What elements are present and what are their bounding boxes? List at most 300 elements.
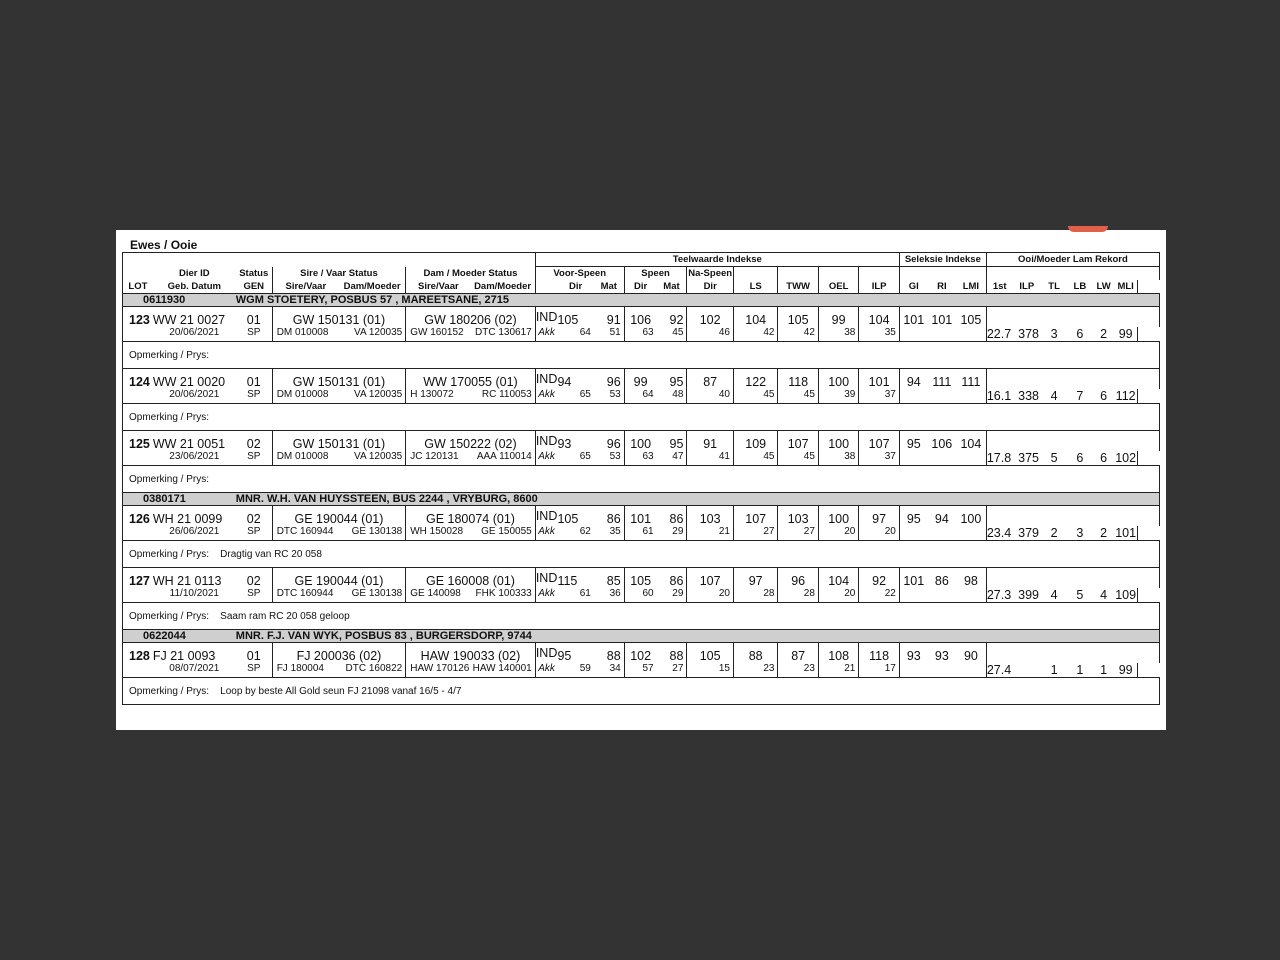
- dam-sire: HAW 170126: [406, 663, 471, 678]
- lw-record: 2: [1100, 327, 1108, 341]
- ilp-value: 118: [859, 643, 900, 664]
- dam-dam: FHK 100333: [475, 588, 532, 599]
- birth-date: 08/07/2021: [169, 663, 220, 674]
- ls-acc: 27: [733, 526, 778, 541]
- remark-label: Opmerking / Prys:: [129, 411, 210, 423]
- ls-value: 104: [733, 307, 778, 328]
- speen-dir-acc: 61: [624, 526, 656, 541]
- na-dir-value: 102: [687, 307, 734, 328]
- acc-label: Akk: [535, 327, 557, 342]
- remark-label: Opmerking / Prys:: [129, 685, 210, 697]
- animal-id: WH 21 0099: [152, 512, 223, 526]
- animal-id: WH 21 0113: [152, 574, 222, 588]
- tww-value: 87: [778, 643, 818, 664]
- lmi-value: 105: [960, 313, 982, 327]
- geb-datum-header: Geb. Datum: [167, 281, 221, 292]
- speen-dir-value: 100: [624, 431, 656, 452]
- remark-text: Loop by beste All Gold seun FJ 21098 vanaf 16/5 - 4/7: [220, 685, 462, 697]
- speen-dir-acc: 63: [624, 327, 656, 342]
- ilp-value: 92: [859, 568, 900, 589]
- lw-record: 4: [1100, 588, 1108, 602]
- dier-id-header: Dier ID: [179, 267, 210, 279]
- sire-dam: VA 120035: [354, 389, 403, 400]
- breeder-code: 0622044: [123, 630, 236, 643]
- gi-value: 101: [899, 568, 927, 589]
- ri-value: 106: [931, 437, 953, 451]
- na-dir-acc: 46: [687, 327, 734, 342]
- speen-mat-header: Mat: [663, 281, 680, 292]
- ilp2-header: ILP: [1019, 281, 1035, 292]
- oel-value: 100: [818, 369, 858, 390]
- ilp-value: 107: [859, 431, 900, 452]
- speen-mat-acc: 27: [672, 663, 684, 674]
- animal-id: WW 21 0027: [152, 313, 226, 327]
- ilp-acc: 20: [859, 526, 900, 541]
- animal-detail-row: [123, 451, 1160, 466]
- sire-dam: GE 130138: [351, 526, 403, 537]
- speen-mat-value: 88: [669, 649, 684, 663]
- dam-dam: RC 110053: [481, 389, 532, 400]
- lmi-value: 104: [960, 437, 982, 451]
- lmi-value: 111: [961, 375, 981, 389]
- oel-value: 100: [818, 431, 858, 452]
- animal-gen: SP: [247, 588, 261, 599]
- ilp-header: ILP: [859, 280, 900, 294]
- voor-dir-acc: 64: [579, 327, 591, 338]
- na-dir-acc: 15: [687, 663, 734, 678]
- lb-record: 1: [1076, 663, 1084, 677]
- na-speen-header: Na-Speen: [688, 268, 733, 279]
- sire-dam: VA 120035: [354, 451, 403, 462]
- remark-label: Opmerking / Prys:: [129, 473, 210, 485]
- tl-record: 4: [1050, 588, 1058, 602]
- speen-dir-acc: 60: [624, 588, 656, 603]
- ind-label: IND: [535, 369, 557, 390]
- speen-dir-value: 105: [624, 568, 656, 589]
- oel-acc: 39: [818, 389, 858, 404]
- catalogue-sheet: [116, 230, 1166, 730]
- remark-text: Dragtig van RC 20 058: [220, 548, 322, 560]
- breeder-code: 0611930: [123, 294, 236, 307]
- na-dir-value: 87: [687, 369, 734, 390]
- voor-speen-header: Voor-Speen: [535, 267, 624, 281]
- na-dir-value: 105: [687, 643, 734, 664]
- oel-acc: 21: [818, 663, 858, 678]
- dam-status: GW 150222 (02): [406, 431, 535, 452]
- remark-text: Saam ram RC 20 058 geloop: [220, 610, 350, 622]
- breeder-row: [123, 493, 1160, 506]
- na-dir-acc: 41: [687, 451, 734, 466]
- na-dir-acc: 20: [687, 588, 734, 603]
- mli-record: 102: [1115, 451, 1137, 465]
- animal-detail-row: [123, 327, 1160, 342]
- animal-gen: SP: [247, 663, 261, 674]
- speen-dir-value: 102: [624, 643, 656, 664]
- tww-acc: 42: [778, 327, 818, 342]
- oel-acc: 20: [818, 588, 858, 603]
- voor-dir-value: 94: [557, 375, 572, 389]
- sire-sire: DM 010008: [272, 327, 339, 342]
- first-lamb: 27.3: [986, 588, 1012, 602]
- dam-dam: AAA 110014: [476, 451, 532, 462]
- animal-id: WW 21 0020: [152, 375, 226, 389]
- ilp-value: 104: [859, 307, 900, 328]
- na-dir-value: 91: [687, 431, 734, 452]
- speen-mat-value: 92: [669, 313, 684, 327]
- tww-acc: 23: [778, 663, 818, 678]
- na-dir-header: Dir: [687, 280, 734, 294]
- lb-header: LB: [1073, 281, 1087, 292]
- remark-row: [123, 541, 1160, 568]
- ri-value: 101: [931, 313, 953, 327]
- speen-mat-acc: 47: [672, 451, 684, 462]
- acc-label: Akk: [535, 451, 557, 466]
- speen-mat-value: 86: [669, 574, 684, 588]
- ind-label: IND: [535, 307, 557, 328]
- sire-status: GE 190044 (01): [272, 506, 406, 527]
- remark-label: Opmerking / Prys:: [129, 548, 210, 560]
- ilp-acc: 35: [859, 327, 900, 342]
- ilp-record: 338: [1018, 389, 1039, 403]
- lw-record: 2: [1100, 526, 1108, 540]
- breeder-name: WGM STOETERY, POSBUS 57 , MAREETSANE, 2715: [236, 294, 1160, 307]
- ri-header: RI: [937, 281, 947, 292]
- lw-record: 6: [1100, 451, 1108, 465]
- voor-mat-value: 96: [606, 375, 621, 389]
- animal-status: 02: [246, 512, 261, 526]
- breeder-name: MNR. F.J. VAN WYK, POSBUS 83 , BURGERSDORP, 9744: [236, 630, 1160, 643]
- remark-label: Opmerking / Prys:: [129, 349, 210, 361]
- voor-dir-acc: 65: [579, 451, 591, 462]
- voor-dir-header: Dir: [569, 281, 583, 292]
- ls-value: 88: [733, 643, 778, 664]
- animal-detail-row: [123, 588, 1160, 603]
- lot-number: 126: [123, 506, 153, 527]
- speen-mat-value: 86: [669, 512, 684, 526]
- birth-date: 26/06/2021: [169, 526, 220, 537]
- voor-mat-value: 96: [606, 437, 621, 451]
- dam-dam: GE 150055: [481, 526, 532, 537]
- tl-record: 2: [1050, 526, 1058, 540]
- voor-dir-value: 105: [557, 512, 579, 526]
- lw-record: 1: [1100, 663, 1108, 677]
- lot-number: 124: [123, 369, 153, 390]
- mli-record: 101: [1115, 526, 1137, 540]
- voor-mat-acc: 51: [609, 327, 621, 338]
- lmi-value: 90: [963, 649, 978, 663]
- sire-dam: GE 130138: [351, 588, 403, 599]
- speen-mat-value: 95: [669, 375, 684, 389]
- gen-header: GEN: [243, 281, 265, 292]
- first-lamb: 22.7: [986, 327, 1012, 341]
- ilp-value: 97: [859, 506, 900, 527]
- speen-dir-acc: 63: [624, 451, 656, 466]
- animal-row: [123, 307, 1160, 328]
- dam-dam: DTC 130617: [475, 327, 532, 338]
- first-lamb: 17.8: [986, 451, 1012, 465]
- ilp-acc: 37: [859, 389, 900, 404]
- animal-gen: SP: [247, 327, 261, 338]
- tww-value: 118: [778, 369, 818, 390]
- animal-id: FJ 21 0093: [152, 649, 216, 663]
- rekord-header: Ooi/Moeder Lam Rekord: [986, 253, 1159, 267]
- ilp-acc: 17: [859, 663, 900, 678]
- speen-mat-acc: 45: [672, 327, 684, 338]
- oel-value: 100: [818, 506, 858, 527]
- tww-header: TWW: [778, 280, 818, 294]
- tl-record: 3: [1050, 327, 1058, 341]
- mli-record: 99: [1115, 327, 1137, 342]
- lb-record: 6: [1076, 327, 1084, 341]
- oel-acc: 20: [818, 526, 858, 541]
- mli-record: 112: [1115, 389, 1136, 403]
- mli-record: 109: [1115, 588, 1137, 602]
- remark-label: Opmerking / Prys:: [129, 610, 210, 622]
- birth-date: 20/06/2021: [169, 389, 220, 400]
- tww-value: 103: [778, 506, 818, 527]
- lot-number: 128: [123, 643, 153, 664]
- status-header: Status: [239, 267, 269, 279]
- dam-status: GE 160008 (01): [406, 568, 535, 589]
- speen-dir-acc: 64: [624, 389, 656, 404]
- acc-label: Akk: [535, 663, 557, 678]
- oel-value: 99: [818, 307, 858, 328]
- dam-sire: JC 120131: [406, 451, 471, 466]
- acc-label: Akk: [535, 588, 557, 603]
- ind-label: IND: [535, 643, 557, 664]
- oel-value: 104: [818, 568, 858, 589]
- ind-label: IND: [535, 431, 557, 452]
- dam-sire: H 130072: [406, 389, 471, 404]
- ls-acc: 45: [733, 389, 778, 404]
- speen-dir-header: Dir: [624, 280, 656, 294]
- tww-value: 107: [778, 431, 818, 452]
- lb-record: 5: [1076, 588, 1084, 602]
- sire-dam: DTC 160822: [345, 663, 403, 674]
- ilp-acc: 22: [859, 588, 900, 603]
- ls-acc: 28: [733, 588, 778, 603]
- animal-status: 01: [246, 375, 261, 389]
- ewes-table: [122, 252, 1160, 705]
- gi-value: 93: [899, 643, 927, 664]
- tww-acc: 28: [778, 588, 818, 603]
- tl-record: 4: [1050, 389, 1058, 403]
- ilp-record: 399: [1018, 588, 1039, 602]
- voor-mat-value: 86: [606, 512, 621, 526]
- ls-value: 97: [733, 568, 778, 589]
- speen-mat-acc: 29: [672, 526, 684, 537]
- oel-value: 108: [818, 643, 858, 664]
- speen-dir-value: 106: [624, 307, 656, 328]
- ilp-record: 379: [1018, 526, 1039, 540]
- animal-row: [123, 369, 1160, 390]
- dam-sire: GE 140098: [406, 588, 471, 603]
- dam-status: WW 170055 (01): [406, 369, 535, 390]
- animal-status: 01: [246, 649, 261, 663]
- animal-id: WW 21 0051: [152, 437, 226, 451]
- dam-status: HAW 190033 (02): [406, 643, 535, 664]
- voor-dir-value: 95: [557, 649, 572, 663]
- dam-dam-header: Dam/Moeder: [474, 281, 532, 292]
- birth-date: 11/10/2021: [169, 588, 219, 599]
- tww-acc: 27: [778, 526, 818, 541]
- gi-header: GI: [899, 280, 927, 294]
- sire-sire: DM 010008: [272, 451, 339, 466]
- sire-status: GW 150131 (01): [272, 307, 406, 328]
- lb-record: 6: [1076, 451, 1084, 465]
- breeder-code: 0380171: [123, 493, 236, 506]
- speen-mat-acc: 29: [672, 588, 684, 599]
- speen-dir-acc: 57: [624, 663, 656, 678]
- acc-label: Akk: [535, 389, 557, 404]
- breeder-row: [123, 630, 1160, 643]
- sire-dam-header: Dam/Moeder: [343, 281, 401, 292]
- voor-mat-value: 91: [606, 313, 621, 327]
- animal-detail-row: [123, 389, 1160, 404]
- remark-row: [123, 466, 1160, 493]
- corner-decoration: [1068, 226, 1108, 232]
- speen-mat-acc: 48: [672, 389, 684, 400]
- mli-record: 99: [1115, 663, 1137, 678]
- tl-record: 1: [1050, 663, 1058, 677]
- voor-dir-acc: 65: [579, 389, 591, 400]
- animal-row: [123, 431, 1160, 452]
- page-title: Ewes / Ooie: [130, 238, 198, 252]
- voor-dir-acc: 61: [579, 588, 591, 599]
- tww-acc: 45: [778, 389, 818, 404]
- ilp-acc: 37: [859, 451, 900, 466]
- remark-row: [123, 404, 1160, 431]
- na-dir-value: 107: [687, 568, 734, 589]
- first-header: 1st: [986, 280, 1012, 294]
- breeder-name: MNR. W.H. VAN HUYSSTEEN, BUS 2244 , VRYBURG, 8600: [236, 493, 1160, 506]
- voor-mat-value: 85: [606, 574, 621, 588]
- ilp-value: 101: [859, 369, 900, 390]
- first-lamb: 23.4: [986, 526, 1012, 540]
- seleksie-header: Seleksie Indekse: [899, 253, 986, 267]
- remark-row: [123, 678, 1160, 705]
- oel-header: OEL: [818, 280, 858, 294]
- dam-dam: HAW 140001: [472, 663, 532, 674]
- voor-dir-acc: 59: [579, 663, 591, 674]
- ls-acc: 45: [733, 451, 778, 466]
- sire-status-header: Sire / Vaar Status: [272, 267, 406, 281]
- tl-header: TL: [1048, 281, 1060, 292]
- lw-record: 6: [1100, 389, 1108, 403]
- ls-acc: 23: [733, 663, 778, 678]
- animal-status: 01: [246, 313, 261, 327]
- remark-row: [123, 603, 1160, 630]
- sire-status: GW 150131 (01): [272, 431, 406, 452]
- voor-mat-header: Mat: [600, 281, 617, 292]
- speen-mat-value: 95: [669, 437, 684, 451]
- sire-sire: DTC 160944: [272, 588, 339, 603]
- ind-label: IND: [535, 568, 557, 589]
- lot-header: LOT: [123, 280, 153, 294]
- animal-status: 02: [246, 437, 261, 451]
- lot-number: 123: [123, 307, 153, 328]
- teelwaarde-header: Teelwaarde Indekse: [535, 253, 899, 267]
- voor-mat-value: 88: [606, 649, 621, 663]
- ls-header: LS: [733, 280, 778, 294]
- speen-dir-value: 99: [624, 369, 656, 390]
- tww-value: 105: [778, 307, 818, 328]
- lb-record: 3: [1076, 526, 1084, 540]
- ls-value: 109: [733, 431, 778, 452]
- sire-status: FJ 200036 (02): [272, 643, 406, 664]
- animal-row: [123, 506, 1160, 527]
- speen-dir-value: 101: [624, 506, 656, 527]
- ilp-record: 375: [1018, 451, 1039, 465]
- ri-value: 86: [934, 574, 949, 588]
- lw-header: LW: [1096, 281, 1111, 292]
- lmi-header: LMI: [962, 281, 980, 292]
- sire-sire: DTC 160944: [272, 526, 339, 541]
- gi-value: 95: [899, 506, 927, 527]
- tww-value: 96: [778, 568, 818, 589]
- first-lamb: 27.4: [986, 663, 1012, 677]
- remark-row: [123, 342, 1160, 369]
- na-dir-value: 103: [687, 506, 734, 527]
- ilp-record: 378: [1018, 327, 1039, 341]
- first-lamb: 16.1: [986, 389, 1012, 403]
- dam-sire: WH 150028: [406, 526, 471, 541]
- voor-mat-acc: 34: [609, 663, 621, 674]
- breeder-row: [123, 294, 1160, 307]
- animal-gen: SP: [247, 389, 261, 400]
- animal-gen: SP: [247, 526, 261, 537]
- sire-sire: DM 010008: [272, 389, 339, 404]
- voor-dir-value: 93: [557, 437, 572, 451]
- tww-acc: 45: [778, 451, 818, 466]
- voor-mat-acc: 53: [609, 451, 621, 462]
- ind-label: IND: [535, 506, 557, 527]
- animal-gen: SP: [247, 451, 261, 462]
- dam-status: GE 180074 (01): [406, 506, 535, 527]
- tl-record: 5: [1050, 451, 1058, 465]
- birth-date: 23/06/2021: [169, 451, 220, 462]
- sire-status: GW 150131 (01): [272, 369, 406, 390]
- voor-dir-value: 105: [557, 313, 579, 327]
- gi-value: 101: [899, 307, 927, 328]
- voor-mat-acc: 36: [609, 588, 621, 599]
- sire-status: GE 190044 (01): [272, 568, 406, 589]
- dam-sire-header: Sire/Vaar: [406, 280, 471, 294]
- oel-acc: 38: [818, 451, 858, 466]
- dam-status: GW 180206 (02): [406, 307, 535, 328]
- sire-dam: VA 120035: [354, 327, 403, 338]
- animal-row: [123, 643, 1160, 664]
- lmi-value: 98: [963, 574, 978, 588]
- voor-mat-acc: 53: [609, 389, 621, 400]
- sire-vaar-header: Sire/Vaar: [272, 280, 339, 294]
- lmi-value: 100: [960, 512, 982, 526]
- dam-status-header: Dam / Moeder Status: [406, 267, 535, 281]
- animal-row: [123, 568, 1160, 589]
- gi-value: 95: [899, 431, 927, 452]
- voor-mat-acc: 35: [609, 526, 621, 537]
- na-dir-acc: 40: [687, 389, 734, 404]
- dam-sire: GW 160152: [406, 327, 471, 342]
- oel-acc: 38: [818, 327, 858, 342]
- acc-label: Akk: [535, 526, 557, 541]
- ri-value: 111: [932, 375, 952, 389]
- sire-sire: FJ 180004: [272, 663, 339, 678]
- voor-dir-value: 115: [557, 574, 578, 588]
- ls-acc: 42: [733, 327, 778, 342]
- lb-record: 7: [1076, 389, 1084, 403]
- birth-date: 20/06/2021: [169, 327, 220, 338]
